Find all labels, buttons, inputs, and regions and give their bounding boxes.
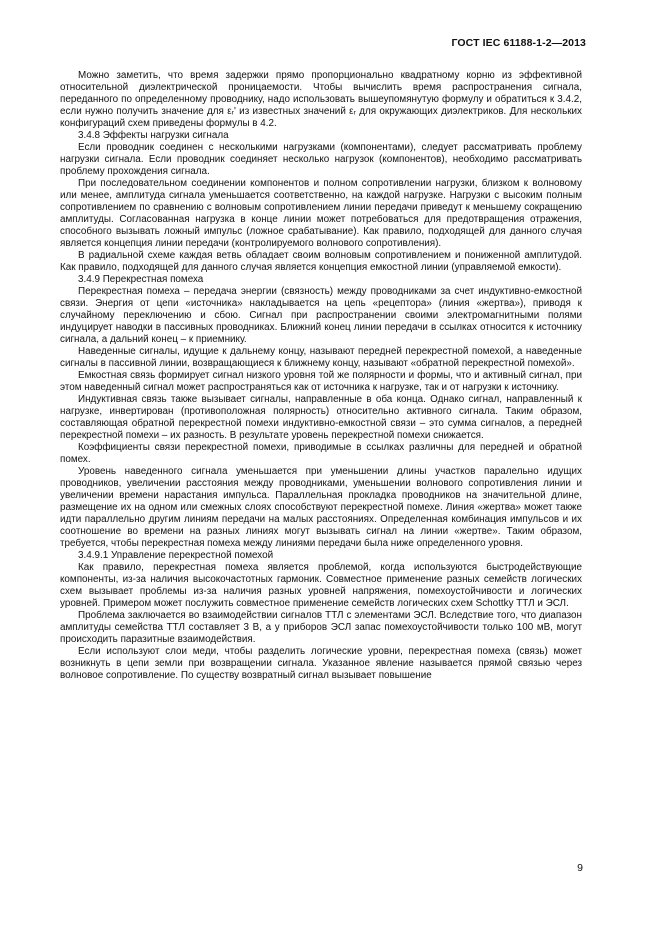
paragraph: Индуктивная связь также вызывает сигналы, направленные в оба конца. Однако сигнал, направленный к нагрузке, инвертирован (противоположная полярность) относительно активного сигнала. Таким образом, составляющая обратной перекрестной помехи индуктивно-емкостной связи – это сумма сигналов, а передней перекрестной помехи – их разность. В результате уровень перекрестной помехи снижается.: [60, 394, 582, 441]
paragraph: Перекрестная помеха – передача энергии (связность) между проводниками за счет индуктивно-емкостной связи. Энергия от цепи «источника» накладывается на цепь «рецептора» (линия «жертва»), приводя к случайному переключению и сбою. Сигнал при распространении своими электромагнитными полями индуцирует наводки в пассивных проводниках. Ближний конец линии передачи в ссылках относится к источнику сигнала, а дальний конец – к приемнику.: [60, 286, 582, 345]
paragraph: Если используют слои меди, чтобы разделить логические уровни, перекрестная помеха (связь) может возникнуть в цепи земли при возвращении сигнала. Указанное явление называется прямой связью через волновое сопротивление. По существу возвратный сигнал вызывает повышение: [60, 646, 582, 681]
paragraph: Наведенные сигналы, идущие к дальнему концу, называют передней перекрестной помехой, а наведенные сигналы в пассивной линии, возвращающиеся к ближнему концу, называют «обратной перекрестной помехой».: [60, 346, 582, 369]
paragraph: Как правило, перекрестная помеха является проблемой, когда используются быстродействующие компоненты, из-за наличия высокочастотных гармоник. Совместное применение разных семейств логических схем вызывает проблемы из-за наличия разных уровней напряжения, помехоустойчивости и логических уровней. Примером может послужить совместное применение семейств логических схем Schottky ТТЛ и ЭСЛ.: [60, 562, 582, 609]
paragraph: Емкостная связь формирует сигнал низкого уровня той же полярности и формы, что и активный сигнал, при этом наведенный сигнал может распространяться как от источника к нагрузке, так и от нагрузки к источнику.: [60, 370, 582, 393]
paragraph: Проблема заключается во взаимодействии сигналов ТТЛ с элементами ЭСЛ. Вследствие того, что диапазон амплитуды семейства ТТЛ составляет 3 В, а у приборов ЭСЛ запас помехоустойчивости только 100 мВ, могут происходить паразитные взаимодействия.: [60, 610, 582, 645]
section-heading: 3.4.9.1 Управление перекрестной помехой: [78, 550, 274, 561]
page-number: 9: [577, 862, 583, 874]
document-header: ГОСТ IEC 61188-1-2—2013: [451, 37, 586, 49]
section-heading: 3.4.9 Перекрестная помеха: [78, 274, 204, 285]
paragraph: Можно заметить, что время задержки прямо пропорционально квадратному корню из эффективной относительной диэлектрической проницаемости. Чтобы вычислить время распространения сигнала, переданного по определенному проводнику, надо использовать вышеупомянутую формулу и обратиться к 3.4.2, если нужно получить значение для εᵣ' из известных значений εᵣ для окружающих диэлектриков. Для нескольких конфигураций схем приведены формулы в 4.2.: [60, 70, 582, 129]
paragraph: При последовательном соединении компонентов и полном сопротивлении нагрузки, близком к волновому или менее, амплитуда сигнала уменьшается соответственно, на каждой нагрузке. Нагрузки с высоким полным сопротивлением по сравнению с волновым сопротивлением линии передачи приведут к меньшему сокращению амплитуды. Согласованная нагрузка в конце линии может потребоваться для предотвращения отражения, способного вызывать ложный импульс (ложное срабатывание). Как правило, подходящей для данного случая является концепция линии передачи (контролируемого волнового сопротивления).: [60, 178, 582, 249]
paragraph: Уровень наведенного сигнала уменьшается при уменьшении длины участков паралельно идущих проводников, увеличении расстояния между проводниками, уменьшении волнового сопротивления линии и увеличении времени нарастания импульса. Параллельная прокладка проводников на значительной длине, размещение их на одном или смежных слоях способствуют перекрестной помехе. Линия «жертва» может также идти параллельно другим линиям передачи на малых расстояниях. Определенная комбинация импульсов и их соотношение во времени на разных линиях могут вызывать сигнал на линии «жертве». Таким образом, требуется, чтобы перекрестная помеха между линиями передачи была ниже определенного уровня.: [60, 466, 582, 549]
paragraph: Коэффициенты связи перекрестной помехи, приводимые в ссылках различны для передней и обратной помех.: [60, 442, 582, 465]
paragraph: В радиальной схеме каждая ветвь обладает своим волновым сопротивлением и пониженной амплитудой. Как правило, подходящей для данного случая является концепция емкостной линии (управляемой емкости).: [60, 250, 582, 273]
document-body: [60, 70, 582, 682]
paragraph: Если проводник соединен с несколькими нагрузками (компонентами), следует рассматривать проблему нагрузки сигнала. Если проводник соединяет несколько нагрузок (компонентов), необходимо рассматривать проблему прохождения сигнала.: [60, 142, 582, 177]
section-heading: 3.4.8 Эффекты нагрузки сигнала: [78, 130, 229, 141]
